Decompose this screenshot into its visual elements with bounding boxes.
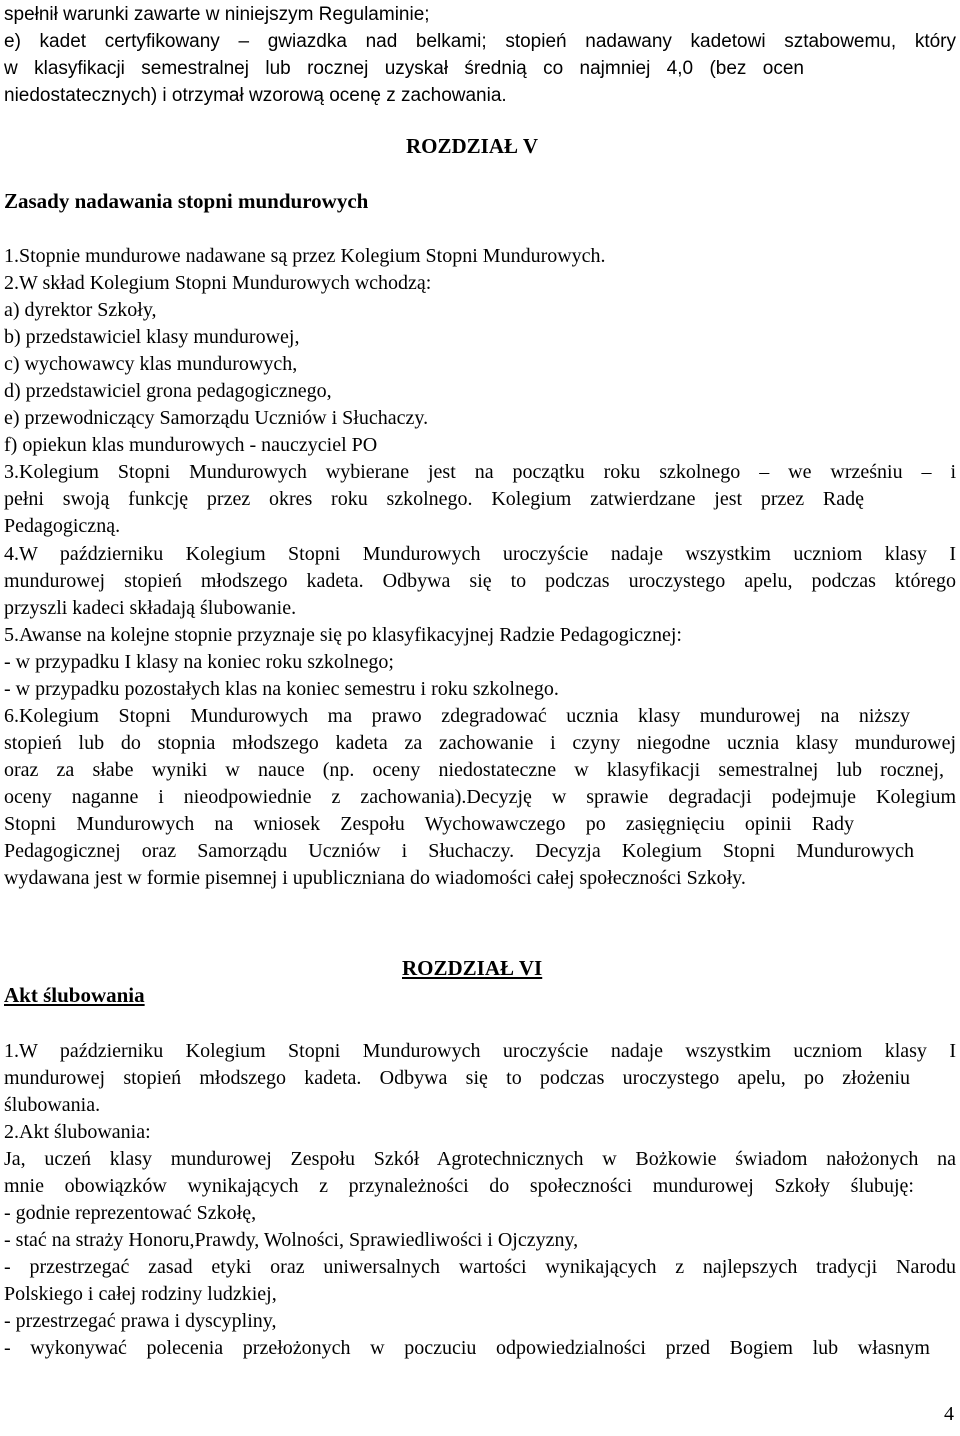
list-item: - przestrzegać zasad etyki oraz uniwersalnych wartości wynikających z najlepszych tradycji Narodu [4,1256,956,1278]
list-item: a) dyrektor Szkoły, [4,299,157,321]
paragraph-line: 1.Stopnie mundurowe nadawane są przez Kolegium Stopni Mundurowych. [4,245,606,267]
paragraph-line: 4.W październiku Kolegium Stopni Mundurowych uroczyście nadaje wszystkim uczniom klasy I [4,543,956,565]
list-item: e) przewodniczący Samorządu Uczniów i Słuchaczy. [4,407,429,429]
intro-line: spełnił warunki zawarte w niniejszym Regulaminie; [4,4,430,25]
chapter-5-title: Zasady nadawania stopni mundurowych [4,189,369,213]
paragraph-line: 3.Kolegium Stopni Mundurowych wybierane jest na początku roku szkolnego – we wrześniu – i [4,461,956,483]
paragraph-line: mundurowej stopień młodszego kadeta. Odbywa się to podczas uroczystego apelu, podczas którego [4,570,956,592]
list-item: c) wychowawcy klas mundurowych, [4,353,298,375]
list-item: f) opiekun klas mundurowych - nauczyciel PO [4,434,378,456]
intro-line: w klasyfikacji semestralnej lub rocznej uzyskał średnią co najmniej 4,0 (bez ocen [4,58,804,79]
list-item: b) przedstawiciel klasy mundurowej, [4,326,300,348]
list-item: d) przedstawiciel grona pedagogicznego, [4,380,332,402]
intro-line: niedostatecznych) i otrzymał wzorową ocenę z zachowania. [4,85,507,106]
page-number: 4 [944,1403,954,1425]
paragraph-line: 5.Awanse na kolejne stopnie przyznaje się po klasyfikacyjnej Radzie Pedagogicznej: [4,624,682,646]
paragraph-line: mundurowej stopień młodszego kadeta. Odbywa się to podczas uroczystego apelu, po złożeniu [4,1067,910,1089]
paragraph-line: 2.W skład Kolegium Stopni Mundurowych wchodzą: [4,272,432,294]
list-item: - stać na straży Honoru,Prawdy, Wolności, Sprawiedliwości i Ojczyzny, [4,1229,579,1251]
list-item: - przestrzegać prawa i dyscypliny, [4,1310,277,1332]
paragraph-line: ślubowania. [4,1094,101,1116]
paragraph-line: wydawana jest w formie pisemnej i upubliczniana do wiadomości całej społeczności Szkoły. [4,867,746,889]
paragraph-line: Pedagogiczną. [4,515,121,537]
paragraph-line: 6.Kolegium Stopni Mundurowych ma prawo zdegradować ucznia klasy mundurowej na niższy [4,705,910,727]
paragraph-line: przyszli kadeci składają ślubowanie. [4,597,297,619]
list-item: - godnie reprezentować Szkołę, [4,1202,257,1224]
list-item: Polskiego i całej rodziny ludzkiej, [4,1283,277,1305]
paragraph-line: 2.Akt ślubowania: [4,1121,151,1143]
chapter-6-heading: ROZDZIAŁ VI [402,956,543,980]
paragraph-line: 1.W październiku Kolegium Stopni Mundurowych uroczyście nadaje wszystkim uczniom klasy I [4,1040,956,1062]
paragraph-line: Pedagogicznej oraz Samorządu Uczniów i Słuchaczy. Decyzja Kolegium Stopni Mundurowych [4,840,914,862]
paragraph-line: Stopni Mundurowych na wniosek Zespołu Wychowawczego po zasięgnięciu opinii Rady [4,813,854,835]
chapter-6-title: Akt ślubowania [4,983,145,1007]
paragraph-line: stopień lub do stopnia młodszego kadeta za zachowanie i czyny niegodne ucznia klasy mundurowej [4,732,956,754]
list-item: - wykonywać polecenia przełożonych w poczuciu odpowiedzialności przed Bogiem lub własnym [4,1337,930,1359]
intro-line: e) kadet certyfikowany – gwiazdka nad belkami; stopień nadawany kadetowi sztabowemu, który [4,31,956,52]
paragraph-line: oraz za słabe wyniki w nauce (np. oceny niedostateczne w klasyfikacji semestralnej lub rocznej, [4,759,944,781]
paragraph-line: Ja, uczeń klasy mundurowej Zespołu Szkół Agrotechnicznych w Bożkowie świadom nałożonych na [4,1148,956,1170]
list-item: - w przypadku pozostałych klas na koniec semestru i roku szkolnego. [4,678,559,700]
paragraph-line: oceny naganne i nieodpowiednie z zachowania).Decyzję w sprawie degradacji podejmuje Kolegium [4,786,956,808]
paragraph-line: pełni swoją funkcję przez okres roku szkolnego. Kolegium zatwierdzane jest przez Radę [4,488,864,510]
list-item: - w przypadku I klasy na koniec roku szkolnego; [4,651,394,673]
paragraph-line: mnie obowiązków wynikających z przynależności do społeczności mundurowej Szkoły ślubuję: [4,1175,914,1197]
chapter-5-heading: ROZDZIAŁ V [406,134,539,158]
